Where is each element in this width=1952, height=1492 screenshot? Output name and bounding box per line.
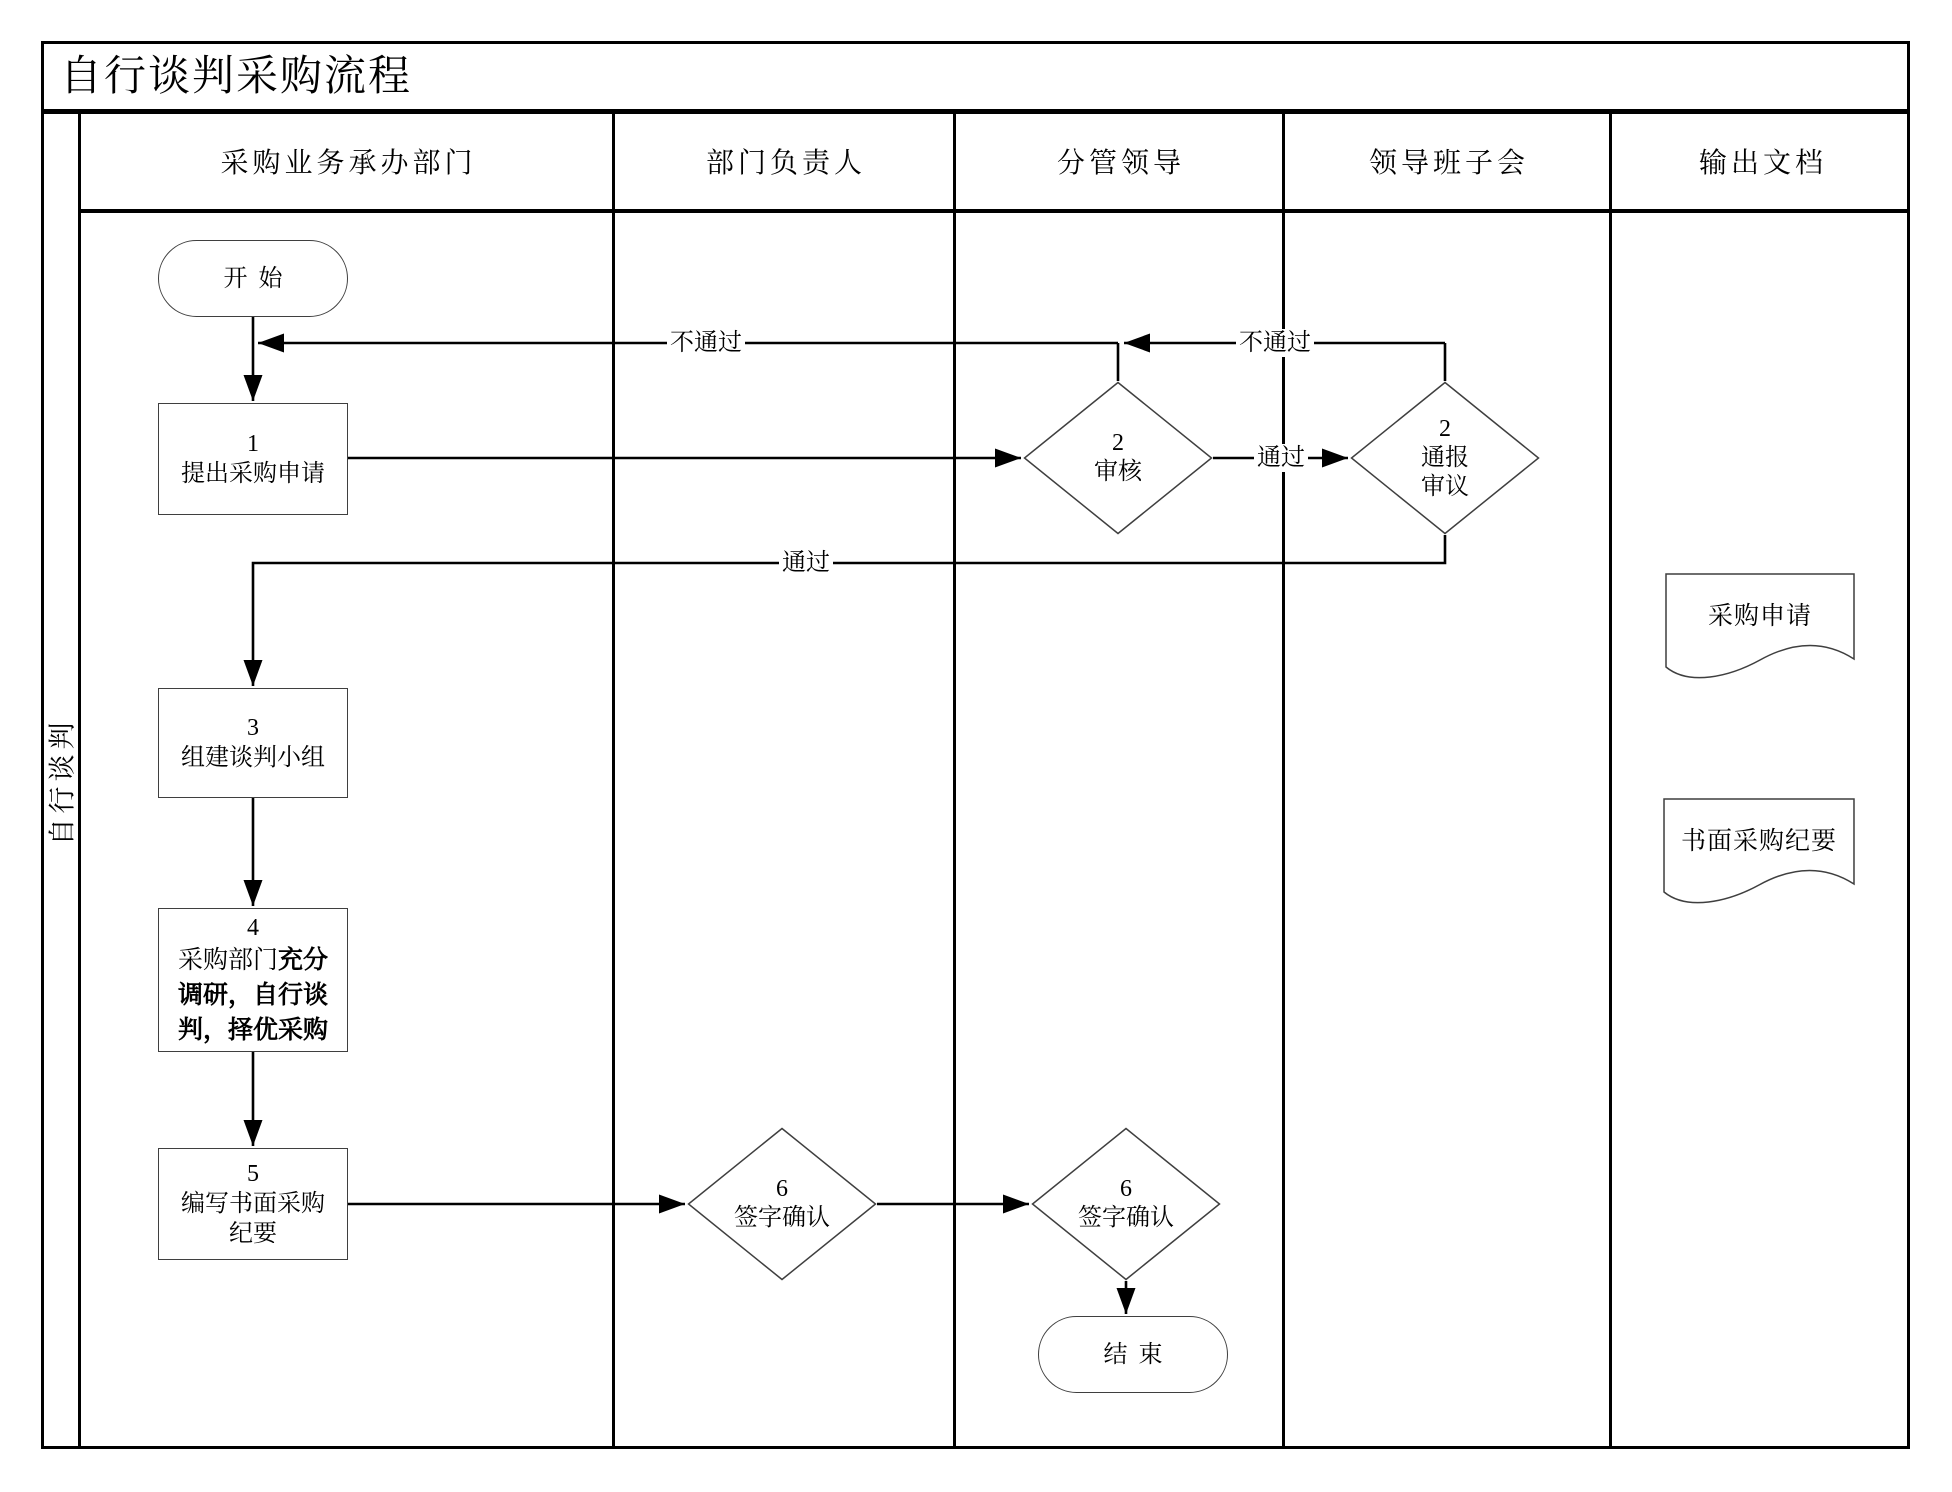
- brief-number: 2: [1439, 415, 1451, 442]
- step1-label: 提出采购申请: [181, 461, 325, 487]
- decision-brief: [1350, 381, 1540, 535]
- review-number: 2: [1112, 430, 1124, 456]
- label-pass-bottom: 通过: [779, 549, 833, 577]
- label-pass-top: 通过: [1254, 444, 1308, 472]
- end-label: 结束: [1103, 1341, 1174, 1368]
- step5-number: 5: [247, 1161, 259, 1187]
- step3-label: 组建谈判小组: [181, 745, 325, 771]
- brief-label-line1: 通报: [1421, 444, 1469, 471]
- review-label: 审核: [1094, 459, 1142, 485]
- side-strip-label: 自行谈判: [47, 717, 77, 845]
- divider-lane-2-3: [953, 113, 956, 1449]
- document-purchase-request: [1665, 573, 1855, 691]
- divider-lane-1-2: [612, 113, 615, 1449]
- divider-lane-4-5: [1609, 113, 1612, 1449]
- decision-sign1: [687, 1127, 877, 1281]
- lane-header-leader-in-charge: 分管领导: [1056, 148, 1185, 179]
- lane-header-output-docs: 输出文档: [1698, 148, 1827, 179]
- decision-review: [1023, 381, 1213, 535]
- side-strip: [41, 113, 78, 1449]
- header-separator: [78, 209, 1910, 213]
- step4-label-bold: 充分调研，自行谈判，择优采购: [177, 945, 329, 1044]
- step4-label: [173, 943, 333, 1048]
- sign1-label: 签字确认: [734, 1205, 830, 1231]
- document-label: 书面采购纪要: [1680, 828, 1837, 855]
- label-fail-right: 不通过: [1236, 329, 1314, 357]
- step4-number: 4: [247, 914, 259, 941]
- page-title: 自行谈判采购流程: [60, 54, 413, 100]
- step1-number: 1: [247, 431, 259, 457]
- sign2-number: 6: [1120, 1176, 1132, 1202]
- process-step5: [158, 1148, 348, 1260]
- lane-header-leadership-meeting: 领导班子会: [1368, 148, 1529, 179]
- end-node: [1038, 1316, 1228, 1393]
- start-label: 开始: [223, 265, 294, 292]
- process-step1: [158, 403, 348, 515]
- process-step4: [158, 908, 348, 1052]
- step5-label-line2: 纪要: [229, 1221, 277, 1247]
- process-step3: [158, 688, 348, 798]
- brief-label-line2: 审议: [1421, 473, 1469, 500]
- decision-sign2: [1031, 1127, 1221, 1281]
- sign1-number: 6: [776, 1176, 788, 1202]
- document-label: 采购申请: [1707, 603, 1812, 630]
- step4-label-normal: 采购部门: [177, 946, 278, 974]
- label-fail-left: 不通过: [667, 329, 745, 357]
- lane-header-procurement-dept: 采购业务承办部门: [220, 148, 477, 179]
- start-node: [158, 240, 348, 317]
- step5-label-line1: 编写书面采购: [181, 1191, 325, 1217]
- divider-lane-3-4: [1282, 113, 1285, 1449]
- sign2-label: 签字确认: [1078, 1205, 1174, 1231]
- step3-number: 3: [247, 715, 259, 741]
- lane-header-dept-head: 部门负责人: [705, 148, 866, 179]
- document-written-minutes: [1663, 798, 1855, 916]
